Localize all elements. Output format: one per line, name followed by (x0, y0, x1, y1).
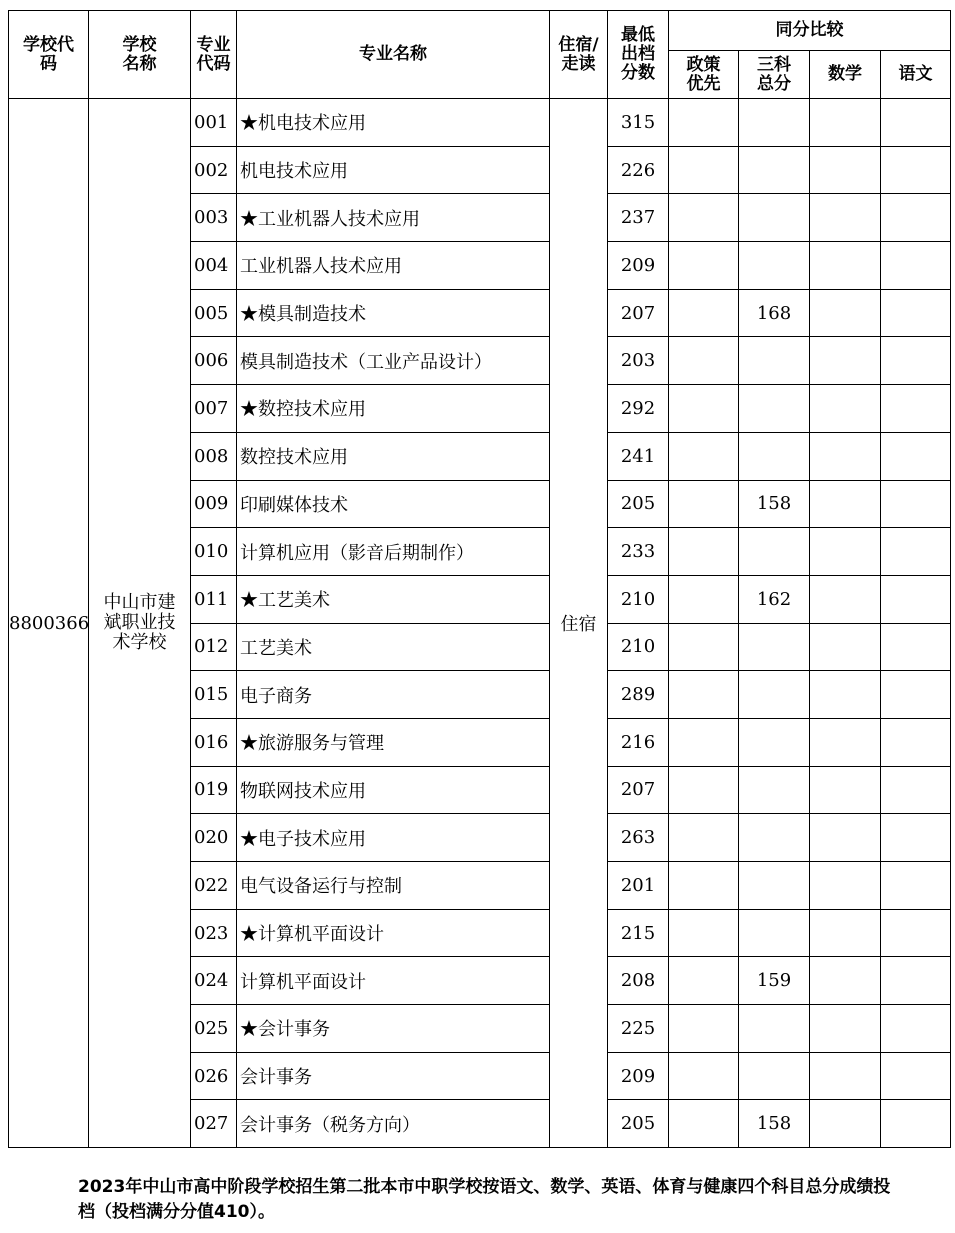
major-name-cell: 物联网技术应用 (237, 766, 550, 814)
major-name-cell: 机电技术应用 (237, 146, 550, 194)
chinese-cell (881, 909, 951, 957)
policy-priority-cell (669, 432, 739, 480)
math-cell (810, 194, 881, 242)
major-name-cell: ★计算机平面设计 (237, 909, 550, 957)
chinese-cell (881, 575, 951, 623)
major-name-cell: 印刷媒体技术 (237, 480, 550, 528)
major-code-cell: 025 (191, 1005, 237, 1053)
major-name-cell: ★工艺美术 (237, 575, 550, 623)
major-code-cell: 001 (191, 99, 237, 147)
major-code-cell: 009 (191, 480, 237, 528)
major-name-cell: 会计事务（税务方向） (237, 1100, 550, 1148)
min-score-cell: 201 (608, 862, 669, 910)
min-score-cell: 315 (608, 99, 669, 147)
three-subject-total-cell (739, 862, 810, 910)
major-code-cell: 023 (191, 909, 237, 957)
major-name-cell: 会计事务 (237, 1052, 550, 1100)
policy-priority-cell (669, 814, 739, 862)
math-cell (810, 671, 881, 719)
min-score-cell: 215 (608, 909, 669, 957)
three-subject-total-cell (739, 1052, 810, 1100)
min-score-cell: 289 (608, 671, 669, 719)
min-score-cell: 216 (608, 718, 669, 766)
major-code-cell: 007 (191, 385, 237, 433)
header-math: 数学 (810, 51, 881, 99)
three-subject-total-cell (739, 194, 810, 242)
major-code-cell: 011 (191, 575, 237, 623)
math-cell (810, 432, 881, 480)
chinese-cell (881, 862, 951, 910)
major-name-cell: ★数控技术应用 (237, 385, 550, 433)
math-cell (810, 909, 881, 957)
math-cell (810, 242, 881, 290)
major-name-cell: 电子商务 (237, 671, 550, 719)
major-name-cell: ★机电技术应用 (237, 99, 550, 147)
policy-priority-cell (669, 957, 739, 1005)
major-code-cell: 004 (191, 242, 237, 290)
min-score-cell: 263 (608, 814, 669, 862)
three-subject-total-cell (739, 623, 810, 671)
major-name-cell: ★会计事务 (237, 1005, 550, 1053)
math-cell (810, 385, 881, 433)
three-subject-total-cell: 158 (739, 480, 810, 528)
three-subject-total-cell (739, 814, 810, 862)
three-subject-total-cell: 158 (739, 1100, 810, 1148)
policy-priority-cell (669, 480, 739, 528)
header-three-subject-total: 三科总分 (739, 51, 810, 99)
policy-priority-cell (669, 623, 739, 671)
chinese-cell (881, 957, 951, 1005)
chinese-cell (881, 480, 951, 528)
three-subject-total-cell (739, 528, 810, 576)
min-score-cell: 208 (608, 957, 669, 1005)
three-subject-total-cell (739, 766, 810, 814)
policy-priority-cell (669, 671, 739, 719)
major-name-cell: 工艺美术 (237, 623, 550, 671)
math-cell (810, 1100, 881, 1148)
major-code-cell: 022 (191, 862, 237, 910)
chinese-cell (881, 766, 951, 814)
math-cell (810, 99, 881, 147)
math-cell (810, 623, 881, 671)
major-code-cell: 006 (191, 337, 237, 385)
chinese-cell (881, 337, 951, 385)
major-name-cell: ★电子技术应用 (237, 814, 550, 862)
policy-priority-cell (669, 528, 739, 576)
table-row (9, 99, 951, 147)
header-min-score: 最低出档分数 (608, 11, 669, 99)
chinese-cell (881, 623, 951, 671)
header-lodging: 住宿/走读 (550, 11, 608, 99)
header-tie-compare: 同分比较 (669, 11, 951, 51)
math-cell (810, 862, 881, 910)
chinese-cell (881, 718, 951, 766)
three-subject-total-cell (739, 385, 810, 433)
three-subject-total-cell (739, 718, 810, 766)
major-code-cell: 024 (191, 957, 237, 1005)
chinese-cell (881, 528, 951, 576)
policy-priority-cell (669, 575, 739, 623)
major-name-cell: 计算机平面设计 (237, 957, 550, 1005)
lodging-cell: 住宿 (550, 99, 608, 1148)
policy-priority-cell (669, 1005, 739, 1053)
min-score-cell: 203 (608, 337, 669, 385)
three-subject-total-cell (739, 337, 810, 385)
math-cell (810, 766, 881, 814)
major-code-cell: 020 (191, 814, 237, 862)
header-policy-priority: 政策优先 (669, 51, 739, 99)
min-score-cell: 233 (608, 528, 669, 576)
min-score-cell: 207 (608, 766, 669, 814)
math-cell (810, 337, 881, 385)
three-subject-total-cell (739, 242, 810, 290)
math-cell (810, 528, 881, 576)
three-subject-total-cell: 162 (739, 575, 810, 623)
three-subject-total-cell (739, 909, 810, 957)
min-score-cell: 210 (608, 575, 669, 623)
major-code-cell: 002 (191, 146, 237, 194)
chinese-cell (881, 1005, 951, 1053)
policy-priority-cell (669, 718, 739, 766)
major-code-cell: 027 (191, 1100, 237, 1148)
policy-priority-cell (669, 766, 739, 814)
chinese-cell (881, 814, 951, 862)
math-cell (810, 146, 881, 194)
admission-score-table (8, 10, 951, 1148)
min-score-cell: 205 (608, 1100, 669, 1148)
min-score-cell: 225 (608, 1005, 669, 1053)
min-score-cell: 237 (608, 194, 669, 242)
policy-priority-cell (669, 1100, 739, 1148)
header-major-name: 专业名称 (237, 11, 550, 99)
policy-priority-cell (669, 1052, 739, 1100)
major-name-cell: 工业机器人技术应用 (237, 242, 550, 290)
policy-priority-cell (669, 385, 739, 433)
min-score-cell: 241 (608, 432, 669, 480)
min-score-cell: 209 (608, 242, 669, 290)
policy-priority-cell (669, 146, 739, 194)
major-code-cell: 010 (191, 528, 237, 576)
table-body (9, 99, 951, 1148)
header-major-code: 专业代码 (191, 11, 237, 99)
min-score-cell: 292 (608, 385, 669, 433)
min-score-cell: 207 (608, 289, 669, 337)
chinese-cell (881, 1100, 951, 1148)
math-cell (810, 814, 881, 862)
chinese-cell (881, 99, 951, 147)
chinese-cell (881, 289, 951, 337)
three-subject-total-cell (739, 1005, 810, 1053)
min-score-cell: 209 (608, 1052, 669, 1100)
header-school-name: 学校名称 (89, 11, 191, 99)
math-cell (810, 1052, 881, 1100)
major-name-cell: 电气设备运行与控制 (237, 862, 550, 910)
major-code-cell: 008 (191, 432, 237, 480)
policy-priority-cell (669, 862, 739, 910)
major-code-cell: 003 (191, 194, 237, 242)
major-code-cell: 005 (191, 289, 237, 337)
major-code-cell: 016 (191, 718, 237, 766)
math-cell (810, 480, 881, 528)
three-subject-total-cell (739, 432, 810, 480)
chinese-cell (881, 385, 951, 433)
school-name-cell: 中山市建斌职业技术学校 (89, 99, 191, 1148)
major-name-cell: ★工业机器人技术应用 (237, 194, 550, 242)
policy-priority-cell (669, 909, 739, 957)
footnote: 2023年中山市高中阶段学校招生第二批本市中职学校按语文、数学、英语、体育与健康四个科目总分成绩投档（投档满分分值410）。 (78, 1177, 891, 1222)
chinese-cell (881, 146, 951, 194)
math-cell (810, 718, 881, 766)
policy-priority-cell (669, 99, 739, 147)
math-cell (810, 575, 881, 623)
three-subject-total-cell: 168 (739, 289, 810, 337)
min-score-cell: 210 (608, 623, 669, 671)
header-chinese: 语文 (881, 51, 951, 99)
three-subject-total-cell (739, 99, 810, 147)
chinese-cell (881, 242, 951, 290)
policy-priority-cell (669, 337, 739, 385)
chinese-cell (881, 671, 951, 719)
three-subject-total-cell: 159 (739, 957, 810, 1005)
math-cell (810, 289, 881, 337)
chinese-cell (881, 1052, 951, 1100)
chinese-cell (881, 194, 951, 242)
major-name-cell: ★旅游服务与管理 (237, 718, 550, 766)
major-name-cell: 计算机应用（影音后期制作） (237, 528, 550, 576)
policy-priority-cell (669, 289, 739, 337)
three-subject-total-cell (739, 146, 810, 194)
min-score-cell: 226 (608, 146, 669, 194)
min-score-cell: 205 (608, 480, 669, 528)
math-cell (810, 1005, 881, 1053)
header-school-code: 学校代码 (9, 11, 89, 99)
chinese-cell (881, 432, 951, 480)
school-code-cell: 8800366 (9, 99, 89, 1148)
math-cell (810, 957, 881, 1005)
policy-priority-cell (669, 242, 739, 290)
major-name-cell: ★模具制造技术 (237, 289, 550, 337)
policy-priority-cell (669, 194, 739, 242)
three-subject-total-cell (739, 671, 810, 719)
major-name-cell: 数控技术应用 (237, 432, 550, 480)
major-code-cell: 012 (191, 623, 237, 671)
major-code-cell: 019 (191, 766, 237, 814)
major-code-cell: 026 (191, 1052, 237, 1100)
major-name-cell: 模具制造技术（工业产品设计） (237, 337, 550, 385)
major-code-cell: 015 (191, 671, 237, 719)
